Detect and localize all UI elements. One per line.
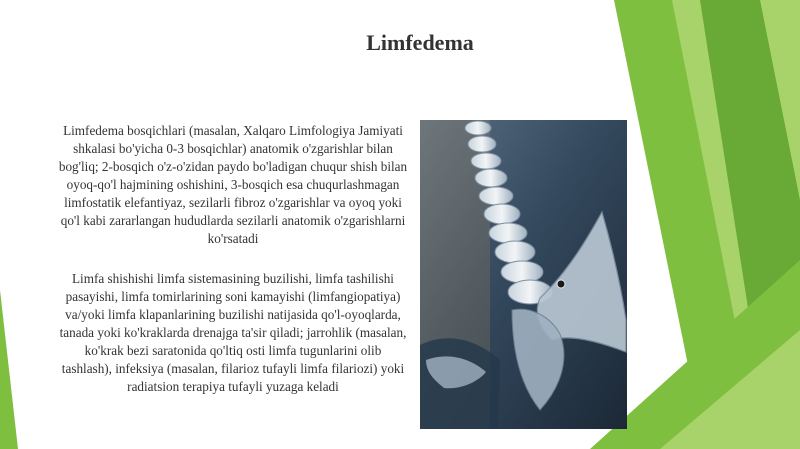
- slide-title: Limfedema: [366, 30, 474, 55]
- paragraph-stages: Limfedema bosqichlari (masalan, Xalqaro Limfologiya Jamiyati shkalasi bo'yicha 0-3 bosqichlar) anatomik o'zgarishlar bilan bog'liq; 2-bosqich o'z-o'zidan paydo bo'ladigan chuqur shish bilan oyoq-qo'l hajmining oshishini, 3-bosqich esa chuqurlashmagan limfostatik elefantiyaz, sezilarli fibroz o'zgarishlar va oyoq yoki qo'l kabi zararlangan hududlarda sezilarli anatomik o'zgarishlarni ko'rsatadi: [58, 123, 408, 246]
- spine-pelvis-illustration: [420, 120, 627, 429]
- paragraph-causes: Limfa shishishi limfa sistemasining buzilishi, limfa tashilishi pasayishi, limfa tomirlarining soni kamayishi (limfangiopatiya) va/yoki limfa klapanlarining buzilishi natijasida qo'l-oyoqlarda, tanada yoki ko'kraklarda drenajga ta'sir qiladi; jarrohlik (masalan, ko'krak bezi saratonida qo'ltiq osti limfa tugunlarini olib tashlash), infeksiya (masalan, filarioz tufayli limfa filariozi) yoki radiatsion terapiya tufayli yuzaga keladi: [59, 271, 407, 394]
- joint-marker: [557, 280, 565, 288]
- green-left-edge: [0, 290, 18, 449]
- slide-body: [58, 122, 408, 418]
